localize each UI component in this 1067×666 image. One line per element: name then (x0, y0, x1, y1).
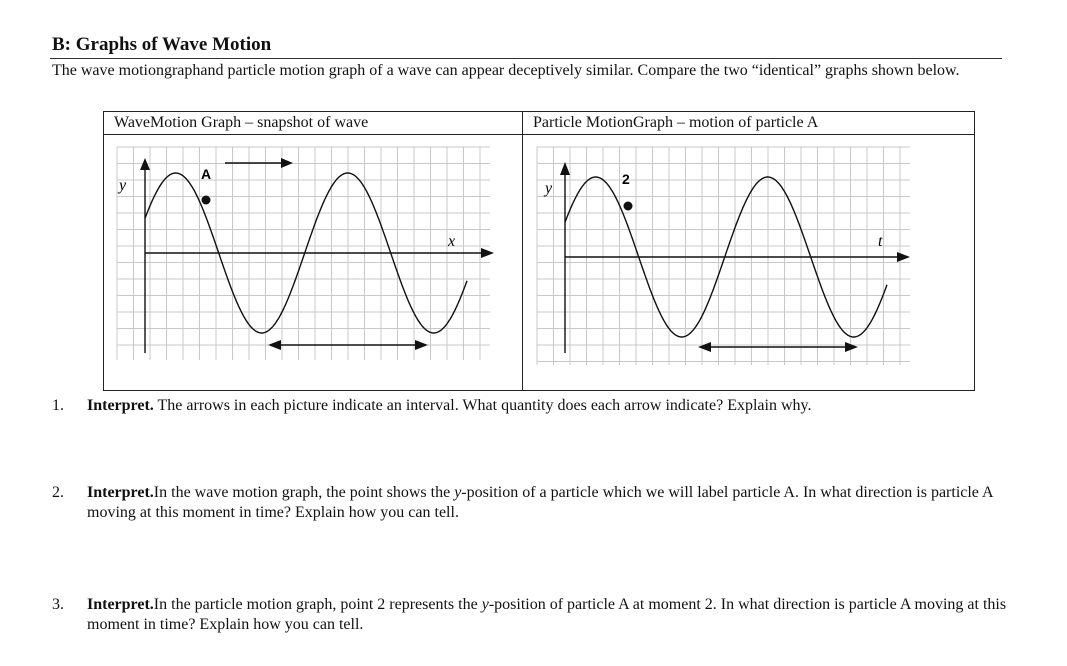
wave-x-axis-arrowhead (481, 248, 494, 258)
wave-point-label: A (201, 166, 212, 182)
question-body (87, 595, 1017, 635)
wave-graph-title: WaveMotion Graph – snapshot of wave (114, 114, 369, 131)
particle-t-axis-arrowhead (897, 252, 910, 262)
question-number: 2. (52, 484, 64, 501)
question-text-end: -position of a particle which we will label particle A. In what direction is particle A moving at this moment in time? Explain how you can tell. (87, 484, 993, 521)
question-label: Interpret. (87, 484, 154, 501)
particle-graph-title: Particle MotionGraph – motion of particle A (533, 114, 819, 131)
wave-motion-graph (105, 135, 505, 375)
question-variable: y (481, 596, 489, 613)
particle-point-label: 2 (622, 171, 630, 187)
intro-paragraph: The wave motiongraphand particle motion graph of a wave can appear deceptively similar. Compare the two “identical” graphs shown below. (52, 62, 960, 79)
question-number: 1. (52, 397, 64, 414)
particle-t-label: t (878, 233, 883, 250)
question-text-start: In the particle motion graph, point 2 represents the (153, 596, 482, 613)
table-column-divider (522, 112, 523, 390)
question-text-end: -position of particle A at moment 2. In what direction is particle A moving at this moment in time? Explain how you can tell. (87, 596, 1007, 633)
particle-bottom-interval-arrowhead-left (698, 342, 711, 352)
wave-y-label: y (119, 177, 127, 194)
question-number: 3. (52, 596, 64, 613)
question-label: Interpret. (87, 397, 154, 414)
question-body (87, 396, 1017, 416)
heading-underline (50, 58, 1002, 59)
question-body (87, 483, 1017, 523)
wave-point-a (202, 196, 211, 205)
particle-grid (537, 147, 910, 365)
wave-top-interval-arrowhead (281, 158, 293, 168)
wave-x-label: x (448, 233, 456, 250)
particle-motion-graph (525, 135, 925, 375)
wave-bottom-interval-arrowhead-left (268, 340, 281, 350)
question-label: Interpret. (87, 596, 154, 613)
question-text-start: In the wave motion graph, the point shows the (153, 484, 455, 501)
wave-bottom-interval-arrowhead-right (415, 340, 428, 350)
particle-y-label: y (545, 180, 553, 197)
particle-point-2 (624, 202, 633, 211)
particle-bottom-interval-arrowhead-right (845, 342, 858, 352)
question-text: The arrows in each picture indicate an interval. What quantity does each arrow indicate? Explain why. (153, 397, 812, 414)
question-variable: y (454, 484, 462, 501)
section-heading: B: Graphs of Wave Motion (52, 34, 272, 55)
